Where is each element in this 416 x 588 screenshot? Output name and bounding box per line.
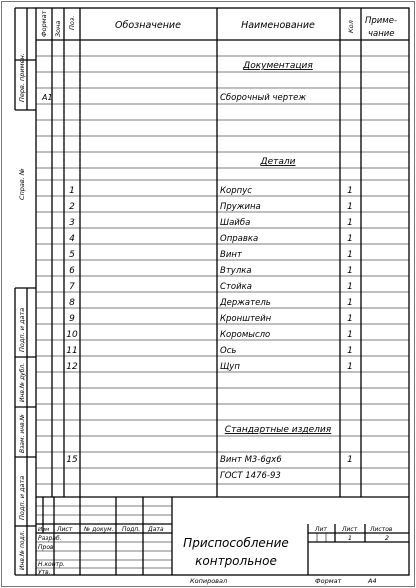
row-pos: 6 [69,266,75,276]
table-row [69,202,353,212]
title-sheet-label: Лист [57,526,73,533]
drawing-title-line1: Приспособление [183,536,289,550]
margin-sign-date-lower: Подп. и дата [18,475,26,520]
header-note-line2: чание [368,29,395,39]
sheets-label: Листов [370,526,393,533]
title-doc-no-label: № докум. [84,526,114,533]
row-qty: 1 [347,282,353,292]
row-name: Винт М3-6gx6 [220,455,282,465]
table-row [66,362,353,372]
header-name: Наименование [241,20,315,31]
column-lines [52,8,361,497]
row-qty: 1 [347,346,353,356]
table-row [66,455,353,465]
sheet-label: Лист [342,526,358,533]
row-pos: 10 [66,330,78,340]
title-signature-label: Подп. [122,526,141,533]
title-norm-control-label: Н.контр. [38,561,65,568]
table-row [69,266,353,276]
row-qty: 1 [347,218,353,228]
row-pos: 15 [66,455,78,465]
drawing-title-line2: контрольное [195,554,277,568]
row-pos: 4 [69,234,75,244]
footer-copied: Копировал [190,577,228,585]
table-row [69,250,353,260]
specification-table [36,8,409,497]
footer-format-value: А4 [368,577,377,585]
row-qty: 1 [347,186,353,196]
row-pos: 8 [69,298,75,308]
row-name: Втулка [220,266,252,276]
row-pos: 9 [69,314,75,324]
margin-first-use: Перв. примен. [18,53,26,102]
title-change-label: Изм [38,527,50,533]
table-row [69,282,353,292]
header-zone: Зона [54,20,62,37]
row-pos: 7 [69,282,75,292]
row-name: Держатель [220,298,271,308]
row-pos: 2 [69,202,75,212]
footer [190,577,377,585]
left-margin-table [15,8,36,575]
table-row [220,471,281,481]
table-row [69,314,353,324]
row-qty: 1 [347,202,353,212]
section-parts: Детали [260,157,296,167]
table-row [66,346,353,356]
row-pos: 12 [66,362,78,372]
row-pos: 3 [69,218,75,228]
footer-format-label: Формат [315,577,342,585]
table-row [41,93,306,103]
section-documentation: Документация [243,61,313,71]
row-name: Кронштейн [220,314,272,324]
row-name: Корпус [220,186,252,196]
header-format: Формат [40,10,48,37]
row-name: Сборочный чертеж [220,93,306,103]
row-qty: 1 [347,362,353,372]
row-name: Пружина [220,202,261,212]
row-name: Коромысло [220,330,271,340]
header-designation: Обозначение [115,20,181,31]
row-qty: 1 [347,250,353,260]
row-name: Щуп [220,362,240,372]
table-row [69,234,353,244]
title-date-label: Дата [148,526,164,533]
row-qty: 1 [347,298,353,308]
title-checked-label: Пров. [38,544,56,551]
table-row [66,330,353,340]
row-name: Ось [220,346,237,356]
margin-dup-inv-no: Инв.№ дубл. [19,362,26,402]
row-qty: 1 [347,314,353,324]
header-pos: Поз. [68,15,76,30]
margin-reference-no: Справ. № [18,168,26,200]
lit-label: Лит [315,526,327,533]
row-name: Стойка [220,282,252,292]
row-pos: 5 [69,250,75,260]
header-note-line1: Приме- [365,16,398,26]
title-block [36,497,409,576]
title-developed-label: Разраб. [38,535,62,542]
margin-sign-date-upper: Подп. и дата [18,307,26,352]
table-row [69,218,353,228]
row-qty: 1 [347,234,353,244]
title-approved-label: Утв. [38,569,51,576]
row-name: Винт [220,250,242,260]
row-qty: 1 [347,266,353,276]
table-row [69,298,353,308]
row-name: ГОСТ 1476-93 [220,471,281,481]
row-pos: 1 [69,186,75,196]
row-qty: 1 [347,455,353,465]
margin-orig-inv-no: Инв.№ подл. [19,530,26,570]
table-row [69,186,353,196]
header-qty: Кол [347,20,355,33]
sheet-value: 1 [347,534,353,542]
row-name: Оправка [220,234,259,244]
margin-replaces-inv-no: Взам. инв.№ [19,414,26,453]
row-pos: 11 [66,346,78,356]
row-name: Шайба [220,218,251,228]
section-standard: Стандартные изделия [224,425,332,435]
row-qty: 1 [347,330,353,340]
sheets-value: 2 [384,534,390,542]
row-format: А1 [42,93,53,102]
